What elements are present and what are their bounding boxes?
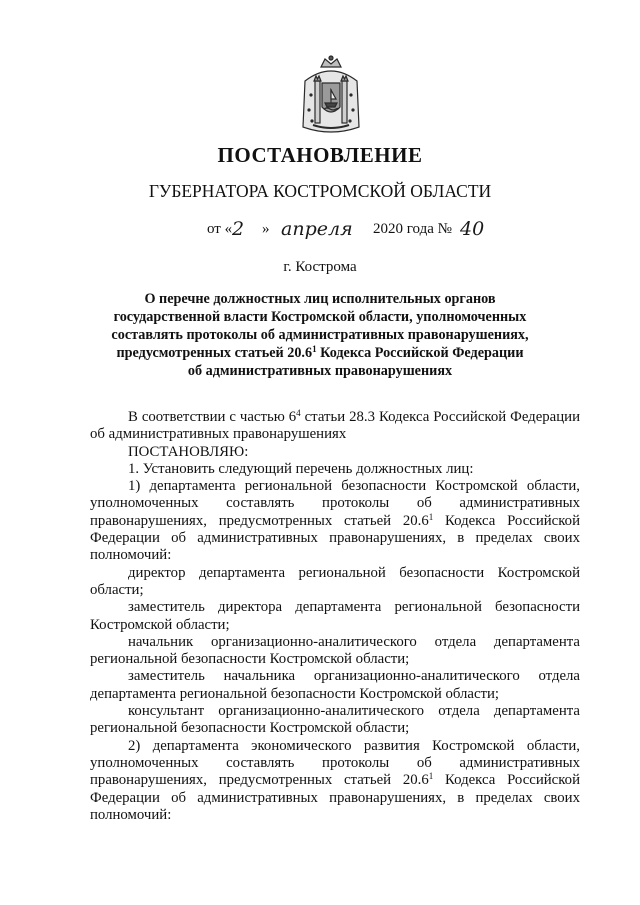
heading-line: предусмотренных статьей 20.6$^1$ Кодекса Российской Федерации	[116, 344, 524, 361]
document-title: ПОСТАНОВЛЕНИЕ	[217, 143, 423, 167]
heading-line: О перечне должностных лиц исполнительных органов	[144, 291, 496, 307]
paragraph: ПОСТАНОВЛЯЮ:	[128, 443, 249, 460]
paragraph: заместитель директора департамента региональной безопасности Костромской области;	[90, 599, 580, 633]
date-prefix: от «	[207, 221, 233, 237]
heading-line: об административных правонарушениях	[187, 363, 453, 379]
paragraph: заместитель начальника организационно-аналитического отдела департамента региональной безопасности Костромской области;	[90, 668, 580, 702]
coat-of-arms-icon	[299, 55, 363, 137]
paragraph: В соответствии с частью $6^4$ статьи 28.3 Кодекса Российской Федерации об административных правонарушениях	[90, 408, 581, 443]
paragraph: директор департамента региональной безопасности Костромской области;	[90, 564, 580, 598]
date-day-handwritten: 2	[232, 218, 245, 240]
document-number-handwritten: 40	[460, 218, 485, 240]
date-line	[0, 218, 640, 245]
document-body	[90, 409, 580, 824]
paragraph: консультант организационно-аналитического отдела департамента региональной безопасности Костромской области;	[90, 703, 580, 737]
document-heading	[60, 290, 580, 380]
heading-line: государственной власти Костромской области, уполномоченных	[113, 309, 527, 325]
document-subtitle: ГУБЕРНАТОРА КОСТРОМСКОЙ ОБЛАСТИ	[148, 181, 492, 201]
city-line: г. Кострома	[283, 259, 357, 275]
paragraph: 1. Установить следующий перечень должностных лиц:	[128, 460, 474, 477]
paragraph: 2) департамента экономического развития Костромской области, уполномоченных составлять протоколы об административных правонарушениях, предусмотренных статьей 20.6$^1$ Кодекса Российской Федерации об административных правонарушениях, в пределах своих полномочий:	[90, 737, 580, 823]
heading-line: составлять протоколы об административных правонарушениях,	[111, 327, 529, 343]
paragraph: 1) департамента региональной безопасности Костромской области, уполномоченных составлять протоколы об административных правонарушениях, предусмотренных статьей 20.6$^1$ Кодекса Российской Федерации об административных правонарушениях, в пределах своих полномочий:	[90, 478, 580, 564]
date-month-handwritten: апреля	[281, 218, 353, 240]
date-year-text: 2020 года №	[373, 221, 452, 237]
date-quote-close: »	[262, 221, 270, 237]
paragraph: начальник организационно-аналитического отдела департамента региональной безопасности Костромской области;	[90, 633, 580, 668]
